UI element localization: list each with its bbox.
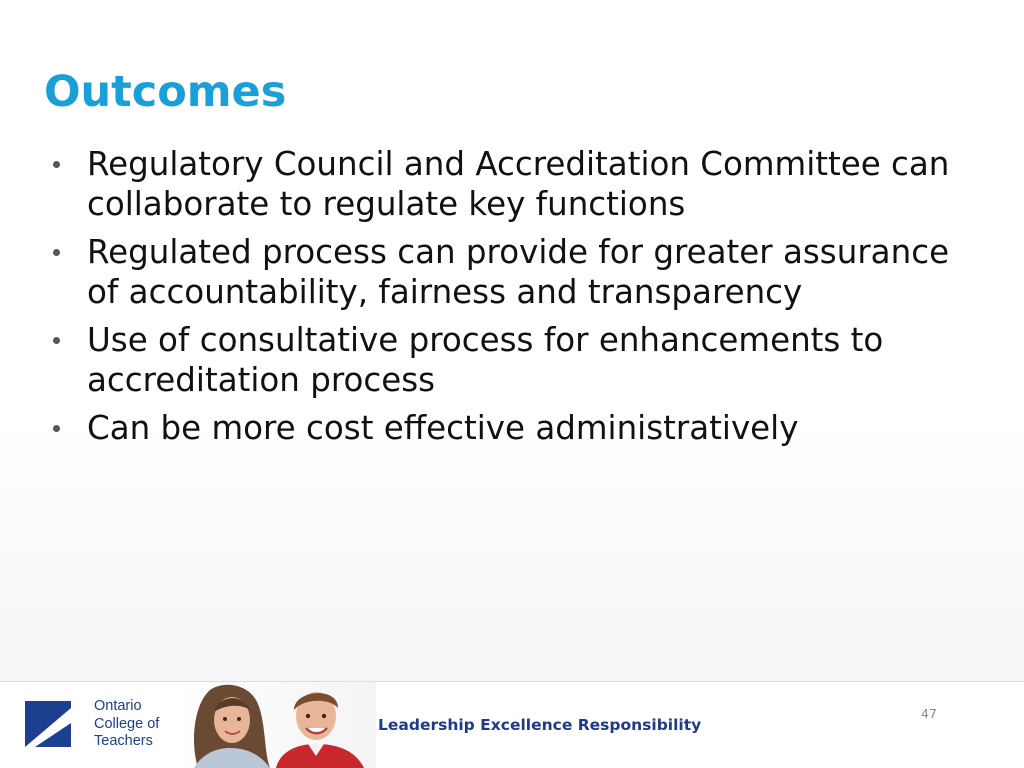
bullet-icon: [53, 249, 60, 256]
bullet-item: [44, 144, 974, 224]
bullet-text: Regulated process can provide for greater assurance of accountability, fairness and transparency: [87, 233, 950, 311]
bullet-icon: [53, 161, 60, 168]
bullet-icon: [53, 337, 60, 344]
bullet-text: Use of consultative process for enhancements to accreditation process: [87, 321, 884, 399]
logo-line: College of: [94, 715, 160, 732]
bullet-item: [44, 408, 974, 448]
logo-line: Teachers: [94, 733, 153, 749]
bullet-list: [44, 144, 974, 456]
bullet-icon: [53, 425, 60, 432]
bullet-item: [44, 232, 974, 312]
footer-tagline: Leadership Excellence Responsibility: [378, 716, 702, 734]
bullet-item: [44, 320, 974, 400]
ontario-college-logo-icon: [25, 701, 71, 747]
page-number: 47: [921, 706, 937, 721]
children-photo: [180, 682, 376, 768]
slide-title: Outcomes: [44, 67, 287, 117]
bullet-text: Regulatory Council and Accreditation Committee can collaborate to regulate key functions: [87, 145, 950, 223]
footer: [0, 682, 1024, 768]
logo-line: Ontario: [94, 698, 142, 714]
logo-wordmark: [94, 698, 159, 751]
bullet-text: Can be more cost effective administratively: [87, 409, 799, 447]
